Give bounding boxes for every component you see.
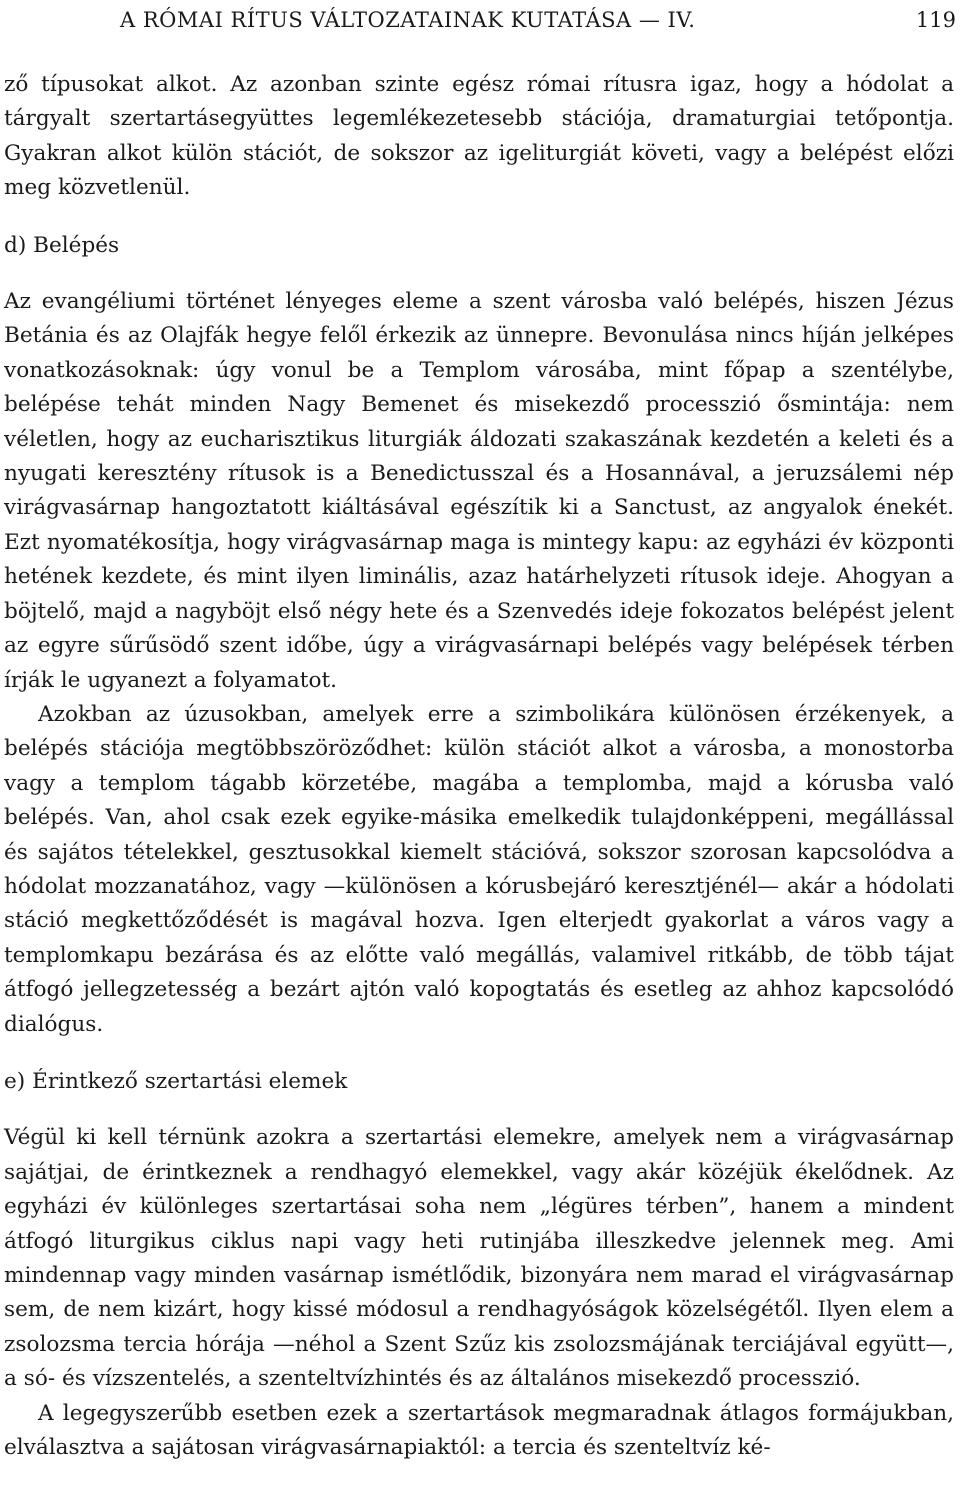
section-spacer [4,1099,954,1121]
running-head [4,4,956,36]
section-heading-erintkezo: e) Érintkező szertartási elemek [4,1068,348,1094]
paragraph-erintkezo-2: A legegyszerűbb esetben ezek a szertartások megmaradnak átlagos formájukban, elválasztva a sajátosan virágvasárnapiaktól: a tercia és szenteltvíz ké- [4,1400,954,1461]
paragraph-belepes-2: Azokban az úzusokban, amelyek erre a szimbolikára különösen érzékenyek, a belépés stációja megtöbbszöröződhet: külön stációt alkot a városba, a monostorba vagy a templom tágabb körzetébe, magába a templomba, majd a kórusba való belépés. Van, ahol csak ezek egyike-másika emelkedik tulajdonképpeni, megállással és sajátos tételekkel, gesztusokkal kiemelt stációvá, sokszor szorosan kapcsolódva a hódolat mozzanatához, vagy —különösen a kórusbejáró keresztjénél— akár a hódolati stáció megkettőződését is magával hozva. Igen elterjedt gyakorlat a város vagy a templomkapu bezárása és az előtte való megállás, valamivel ritkább, de több tájat átfogó jellegzetesség a bezárt ajtón való kopogtatás és esetleg az ahhoz kapcsolódó dialógus. [4,701,954,1037]
section-spacer [4,1042,954,1065]
paragraph-continuation: ző típusokat alkot. Az azonban szinte egész római rítusra igaz, hogy a hódolat a tárgyalt szertartásegyüttes legemlékezetesebb stációja, dramaturgiai tetőpontja. Gyakran alkot külön stációt, de sokszor az igeliturgiát követi, vagy a belépést előzi meg közvetlenül. [4,72,954,201]
running-head-title: A RÓMAI RÍTUS VÁLTOZATAINAK KUTATÁSA — IV. [120,8,696,32]
section-spacer [4,263,954,285]
section-spacer [4,206,954,229]
paragraph-belepes-1: Az evangéliumi történet lényeges eleme a szent városba való belépés, hiszen Jézus Betánia és az Olajfák hegye felől érkezik az ünnepre. Bevonulása nincs híján jelképes vonatkozásoknak: úgy vonul be a Templom városába, mint főpap a szentélybe, belépése tehát minden Nagy Bemenet és misekezdő processzió ősmintája: nem véletlen, hogy az eucharisztikus liturgiák áldozati szakaszának kezdetén a keleti és a nyugati keresztény rítusok is a Benedictusszal és a Hosannával, a jeruzsálemi nép virágvasárnap hangoztatott kiáltásával egészítik ki a Sanctust, az angyalok énekét. Ezt nyomatékosítja, hogy virágvasárnap maga is mintegy kapu: az egyházi év központi hetének kezdete, és mint ilyen liminális, azaz határhelyzeti rítusok ideje. Ahogyan a böjtelő, majd a nagyböjt első négy hete és a Szenvedés ideje fokozatos belépést jelent az egyre sűrűsödő szent időbe, úgy a virágvasárnapi belépés vagy belépések térben írják le ugyanezt a folyamatot. [4,289,954,693]
paragraph-erintkezo-1: Végül ki kell térnünk azokra a szertartási elemekre, amelyek nem a virágvasárnap sajátjai, de érintkeznek a rendhagyó elemekkel, vagy akár közéjük ékelődnek. Az egyházi év különleges szertartásai soha nem „légüres térben”, hanem a mindent átfogó liturgikus ciklus napi vagy heti rutinjába illeszkedve jelennek meg. Ami mindennap vagy minden vasárnap ismétlődik, bizonyára nem marad el virágvasárnap sem, de nem kizárt, hogy kissé módosul a rendhagyóságok közelségétől. Ilyen elem a zsolozsma tercia hórája —néhol a Szent Szűz kis zsolozsmájának terciájával együtt—, a só- és vízszentelés, a szenteltvízhintés és az általános misekezdő processzió. [4,1125,954,1392]
body-text [4,68,954,1465]
section-heading-belepes: d) Belépés [4,232,120,258]
page-number: 119 [915,8,956,32]
